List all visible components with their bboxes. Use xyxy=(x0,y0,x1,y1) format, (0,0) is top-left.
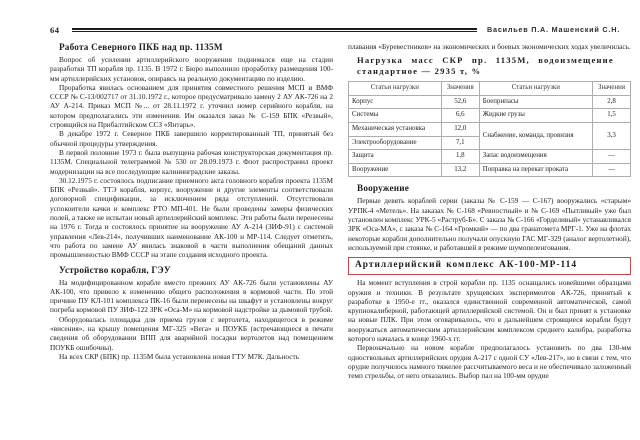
page-number: 64 xyxy=(50,24,60,35)
paragraph: Проработка явилась основанием для принятия совместного решения МСП и ВМФ СССР № С-13/002717 от 31.10.1972 г., которое предусматривало замену 2 АУ АК-726 на 2 АУ А-214. Приказ МСП №... от 28.11.1972 г. уточнил номер серийного корабля, на котором предполагались эти изменения. Им оказался заказ № С-159 БПК «Резвый», строящийся на Прибалтийском ССЗ «Янтарь». xyxy=(50,82,333,130)
paragraph: На всех СКР (БПК) пр. 1135М была установлена новая ГТУ М7К. Дальность xyxy=(59,351,299,361)
load-value: 1,8 xyxy=(441,150,479,164)
artillery-highlight-box xyxy=(348,257,631,275)
load-value: 3,3 xyxy=(593,123,631,150)
section-heading-artillery: Артиллерийский комплекс АК-100-МР-114 xyxy=(355,260,578,271)
col-header-items-left: Статьи нагрузки xyxy=(349,82,442,96)
section-heading-armament: Вооружение xyxy=(357,183,410,194)
running-head-authors: Васильев П.А. Машенский С.Н. xyxy=(487,25,620,34)
table-row xyxy=(349,109,631,123)
load-item: Системы xyxy=(349,109,442,123)
load-item: Жидкие грузы xyxy=(479,109,592,123)
load-value: 12,0 xyxy=(441,123,479,137)
load-item: Механическая установка xyxy=(349,123,442,137)
load-table-title-line1: Нагрузка масс СКР пр. 1135М, водоизмещение xyxy=(357,55,614,66)
load-table-title xyxy=(357,55,631,77)
col-header-values-left: Значения xyxy=(441,82,479,96)
load-item: Снабжение, команда, провизия xyxy=(479,123,592,150)
load-table xyxy=(348,81,631,177)
table-row xyxy=(349,123,631,137)
load-value: 2,8 xyxy=(593,95,631,109)
table-header-row xyxy=(349,82,631,96)
load-value: 13,2 xyxy=(441,163,479,177)
load-item: Запас водоизмещения xyxy=(479,150,592,164)
header-rule xyxy=(72,28,478,32)
paragraph: Оборудовалась площадка для приема грузов с вертолета, находящегося в режиме «висения», на крышу помещения МГ-325 «Вега» и ПОУКБ (встречающиеся в печати сведения об оборудовании ВПП для аварийной посадки вертолетов над помещением ПОУКБ ошибочны). xyxy=(50,314,333,352)
load-item: Вооружение xyxy=(349,163,442,177)
load-item: Поправка на перекат проката xyxy=(479,163,592,177)
paragraph: В декабре 1972 г. Северное ПКБ завершило корректированный ТП, принятый без обычной процедуры утверждения. xyxy=(50,129,333,148)
continuation-paragraph: плавания «Буревестников» на экономических и боевых экономических ходах увеличилась. xyxy=(348,42,631,51)
load-item: Электрооборудование xyxy=(349,136,442,150)
load-value: 52,6 xyxy=(441,95,479,109)
table-row xyxy=(349,150,631,164)
two-column-layout xyxy=(50,42,631,381)
section-heading-pkb: Работа Северного ПКБ над пр. 1135М xyxy=(59,42,223,52)
load-table-title-line2: стандартное — 2935 т, % xyxy=(357,66,482,77)
right-column xyxy=(348,42,631,381)
paragraph: 30.12.1975 г. состоялось подписание приемного акта головного корабля проекта 1135М БПК «Резвый». ТТЭ корабля, корпус, вооружение и другие элементы соответствовали договорной спецификации, за исключением ряда отступлений. Отсутствовали успокоители качки и комплекс РТО МП-401. Не были проведены замеры физических полей, а также не испытан новый артиллерийский комплекс. Эти работы были перенесены на 1976 г. Тогда и состоялось принятие на вооружение АУ А-214 (ЗИФ-91) с системой управления «Лев-214», получивших наименование АК-100 и МР-114. Следует отметить, что работа по замене АУ явилась знаковой в части выполнения обещаний данных промышленностью ВМФ СССР на этапе создания исходного проекта. xyxy=(50,175,333,260)
section-heading-device: Устройство корабля, ГЭУ xyxy=(59,264,171,275)
col-header-values-right: Значения xyxy=(593,82,631,96)
load-item: Боеприпасы xyxy=(479,95,592,109)
paragraph: На модифицированном корабле вместо прежних АУ АК-726 были установлены АУ АК-100, что привело к изменению общего расположения в кормовой части. По этой причине ПУ КЛ-101 комплекса ПК-16 были перенесены на шкафут и установлены вокруг погреба кормовой ПУ ЗИФ-122 ЗРК «Оса-М» на кормовой надстройке за дымовой трубой. xyxy=(50,277,333,315)
paragraph: Вопрос об усилении артиллерийского вооружения поднимался еще на стадии разработки ТП корабля пр. 1135. В 1972 г. Бюро выполнило проработку размещения 100-мм артиллерийских установок, опираясь на реальную документацию по изделию. xyxy=(50,55,333,83)
table-row xyxy=(349,95,631,109)
load-value: 7,1 xyxy=(441,136,479,150)
table-row xyxy=(349,163,631,177)
load-value: — xyxy=(593,150,631,164)
load-item: Защита xyxy=(349,150,442,164)
load-value: 1,5 xyxy=(593,109,631,123)
paragraph: Первые девять кораблей серии (заказы № С-159 — С-167) вооружались «старым» УРПК-4 «Метель». На заказах № С-168 «Ревностный» и № С-169 «Пытливый» уже был установлен комплекс УРК-5 «Раструб-Б». С заказа № С-166 «Горделивый» устанавливался ЗРК «Оса-МА», с заказа № С-164 «Громкий» — по два гранатомета МРГ-1. Уже на флотах некоторые корабли дополнительно получали опускную ГАС МГ-329 (аналог вертолетной), используемой при стоянке, и работавшей в режиме шумопеленгования. xyxy=(348,196,631,252)
load-item: Корпус xyxy=(349,95,442,109)
load-value: 6,6 xyxy=(441,109,479,123)
col-header-items-right: Статьи нагрузки xyxy=(479,82,592,96)
load-value: — xyxy=(593,163,631,177)
paragraph: На момент вступления в строй корабли пр. 1135 оснащались новейшими образцами оружия и техники. В результате хрущевских экспериментов АК-726, принятый к разработке в 1950-е гг., оказался единственной современной автоматической, самой крупнокалиберной, работающей артиллерийской системой. Он и был принят к установке на новые ПЛК. При этом оговаривалось, что в дальнейшем строящиеся корабли будут вооружаться автоматическим артиллерийским комплексом среднего калибра, разработка которого началась в конце 1960-х гг. xyxy=(348,278,631,344)
paragraph: Первоначально на новом корабле предполагалось установить по два 130-мм одноствольных артиллерийских орудия А-217 с одной СУ «Лев-217», но в связи с тем, что орудие получилось намного тяжелее рассчитываемого веса и не обеспечивало заложенный темп стрельбы, от него отказались. Выбор пал на 100-мм орудие xyxy=(348,343,631,381)
left-column xyxy=(50,42,333,381)
running-head xyxy=(50,24,620,35)
paragraph: В первой половине 1973 г. была выпущена рабочая конструкторская документация пр. 1135М. Специальной телеграммой № 530 от 28.09.1973 г. Флот распространил проект модернизации на все последующие калининградские заказы. xyxy=(50,147,333,176)
